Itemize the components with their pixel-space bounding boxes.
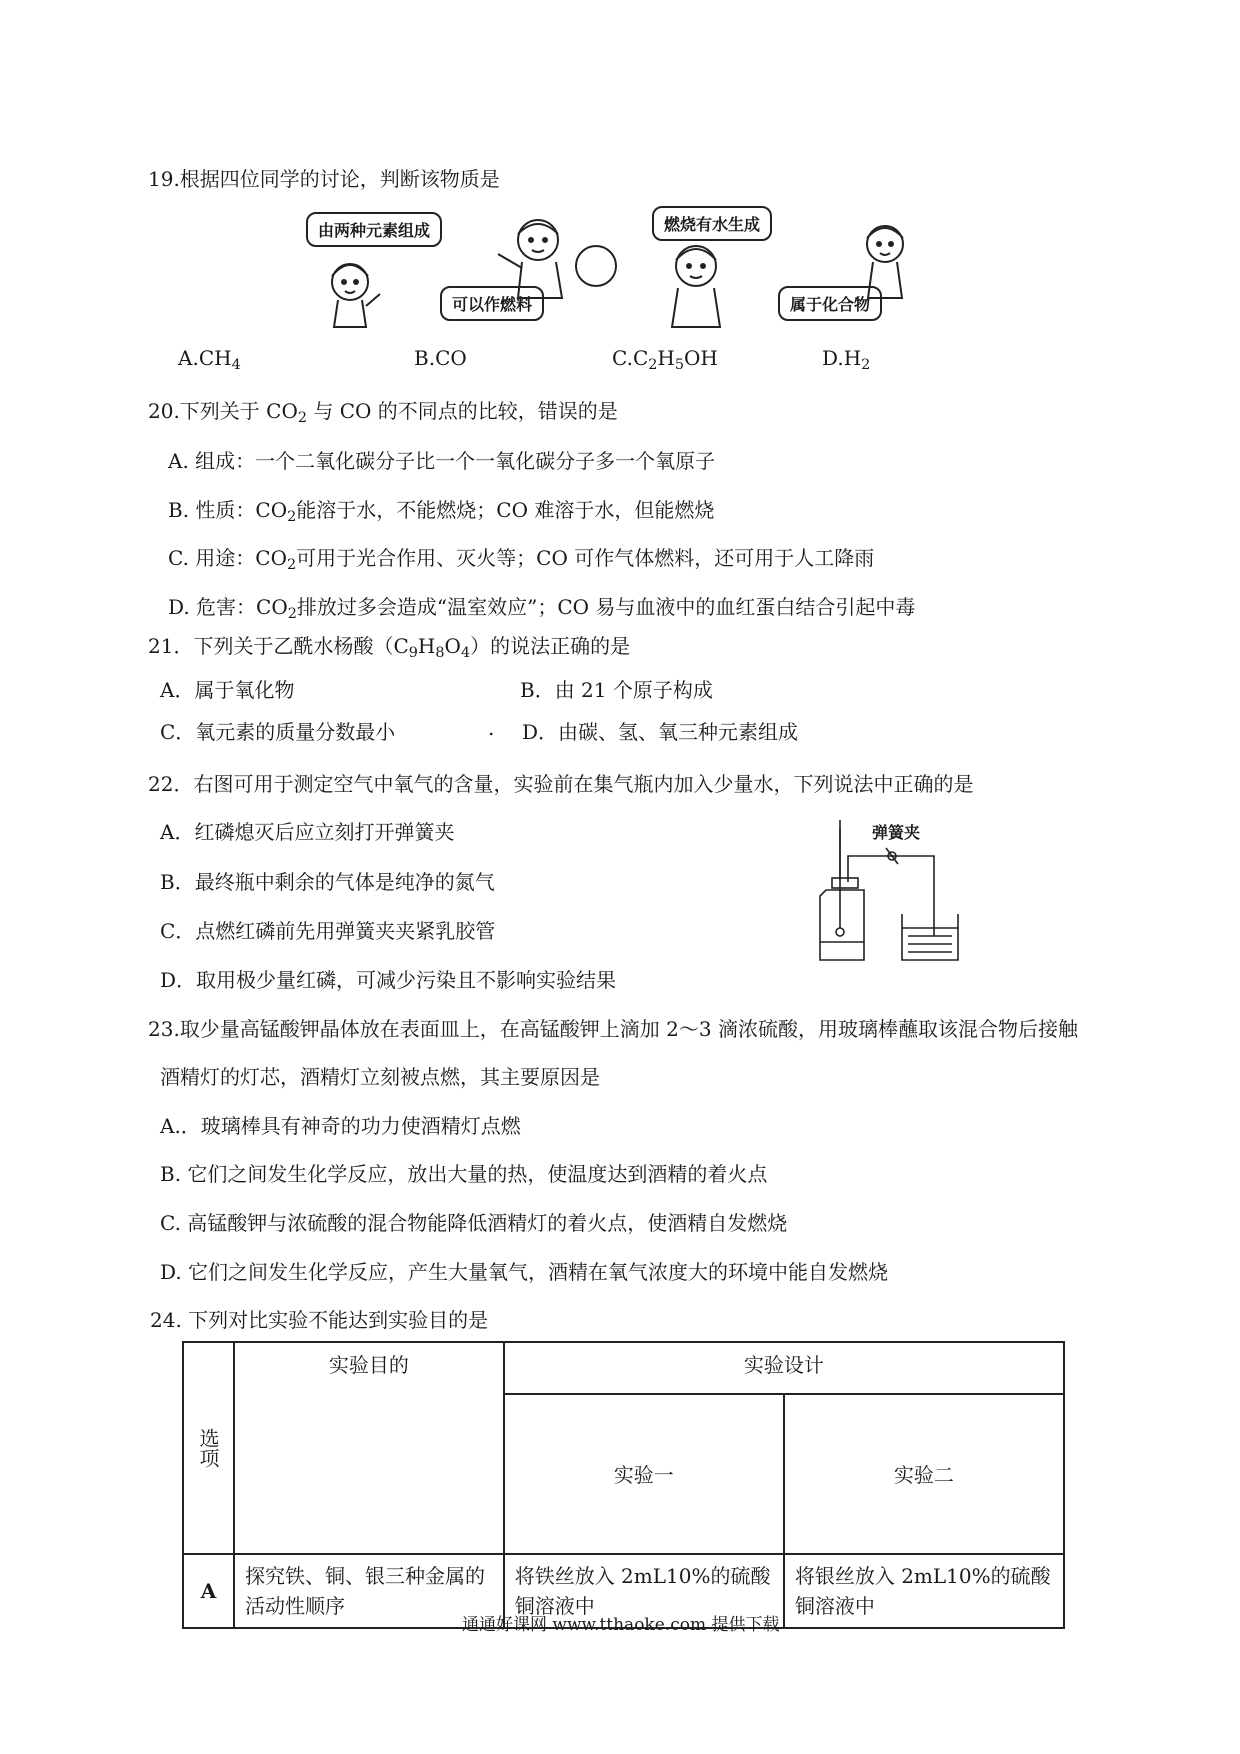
q23-option-b: B. 它们之间发生化学反应，放出大量的热，使温度达到酒精的着火点 — [160, 1162, 768, 1186]
q20-stem: 20.下列关于 $CO_2$ 与 CO 的不同点的比较，错误的是 — [148, 399, 618, 427]
q21-stem: 21．下列关于乙酰水杨酸$(C_9H_8O_4)$的说法正确的是 — [148, 634, 631, 662]
q19-option-d: $D.H_2$ — [822, 346, 871, 374]
row-exp2: 将银丝放入 2mL10%的硫酸铜溶液中 — [784, 1554, 1064, 1628]
q21-dot: . — [488, 716, 495, 740]
q20-option-b: B. 性质：$CO_2$能溶于水，不能燃烧；CO 难溶于水，但能燃烧 — [168, 498, 715, 526]
spring-clip-label: 弹簧夹 — [872, 823, 921, 842]
q22-option-b: B．最终瓶中剩余的气体是纯净的氮气 — [160, 870, 495, 894]
q22-stem: 22．右图可用于测定空气中氧气的含量，实验前在集气瓶内加入少量水，下列说法中正确的是 — [148, 772, 974, 796]
header-option: 选项 — [183, 1342, 234, 1554]
q19-cartoon-figure — [300, 202, 910, 332]
q22-option-d: D．取用极少量红磷，可减少污染且不影响实验结果 — [160, 968, 617, 992]
q20-option-c: C. 用途：$CO_2$可用于光合作用、灭火等；CO 可作气体燃料，还可用于人工降雨 — [168, 546, 875, 574]
q23-stem-line2: 酒精灯的灯芯，酒精灯立刻被点燃，其主要原因是 — [160, 1065, 600, 1089]
boy-figure-center-right — [576, 246, 616, 286]
children-illustration — [300, 202, 910, 332]
experiment-table — [182, 1341, 1065, 1629]
header-exp2: 实验二 — [784, 1394, 1064, 1554]
q23-option-a: A.．玻璃棒具有神奇的功力使酒精灯点燃 — [160, 1114, 521, 1138]
q21-option-c: C．氧元素的质量分数最小 — [160, 720, 396, 744]
q24-stem: 24. 下列对比实验不能达到实验目的是 — [150, 1308, 489, 1332]
speech-bubble-2: 可以作燃料 — [440, 286, 544, 321]
q19-option-a: $A.CH_4$ — [178, 346, 241, 374]
q23-option-c: C. 高锰酸钾与浓硫酸的混合物能降低酒精灯的着火点，使酒精自发燃烧 — [160, 1211, 788, 1235]
girl-figure-right — [867, 226, 903, 298]
q23-stem-line1: 23.取少量高锰酸钾晶体放在表面皿上，在高锰酸钾上滴加 2～3 滴浓硫酸，用玻璃棒蘸取该混合物后接触 — [148, 1017, 1078, 1041]
q21-option-d: D．由碳、氢、氧三种元素组成 — [522, 720, 799, 744]
girl-figure-left — [332, 264, 380, 327]
speech-bubble-3: 燃烧有水生成 — [652, 206, 772, 241]
speech-bubble-4: 属于化合物 — [778, 286, 882, 321]
header-purpose: 实验目的 — [234, 1342, 504, 1554]
q22-option-a: A．红磷熄灭后应立刻打开弹簧夹 — [160, 820, 455, 844]
speech-bubble-1: 由两种元素组成 — [306, 212, 442, 247]
q19-stem: 19.根据四位同学的讨论，判断该物质是 — [148, 167, 500, 191]
q19-option-c: $C.C_2H_5OH$ — [612, 346, 718, 374]
q22-option-c: C．点燃红磷前先用弹簧夹夹紧乳胶管 — [160, 919, 496, 943]
apparatus-drawing — [810, 820, 970, 970]
q21-option-b: B．由 21 个原子构成 — [520, 678, 713, 702]
q20-option-d: D. 危害：$CO_2$排放过多会造成“温室效应”；CO 易与血液中的血红蛋白结合引起中毒 — [168, 595, 916, 623]
apparatus-figure — [810, 820, 970, 970]
row-option: A — [183, 1554, 234, 1628]
page-footer: 通通好课网 www.tthaoke.com 提供下载 — [462, 1615, 780, 1635]
header-exp1: 实验一 — [504, 1394, 784, 1554]
q23-option-d: D. 它们之间发生化学反应，产生大量氧气，酒精在氧气浓度大的环境中能自发燃烧 — [160, 1260, 889, 1284]
row-purpose: 探究铁、铜、银三种金属的活动性顺序 — [234, 1554, 504, 1628]
boy-figure-center-left — [498, 220, 562, 298]
row-exp1: 将铁丝放入 2mL10%的硫酸铜溶液中 — [504, 1554, 784, 1628]
q19-option-b: B.CO — [414, 346, 467, 370]
q20-option-a: A. 组成：一个二氧化碳分子比一个一氧化碳分子多一个氧原子 — [168, 449, 716, 473]
q21-option-a: A．属于氧化物 — [160, 678, 295, 702]
header-design: 实验设计 — [504, 1342, 1064, 1394]
